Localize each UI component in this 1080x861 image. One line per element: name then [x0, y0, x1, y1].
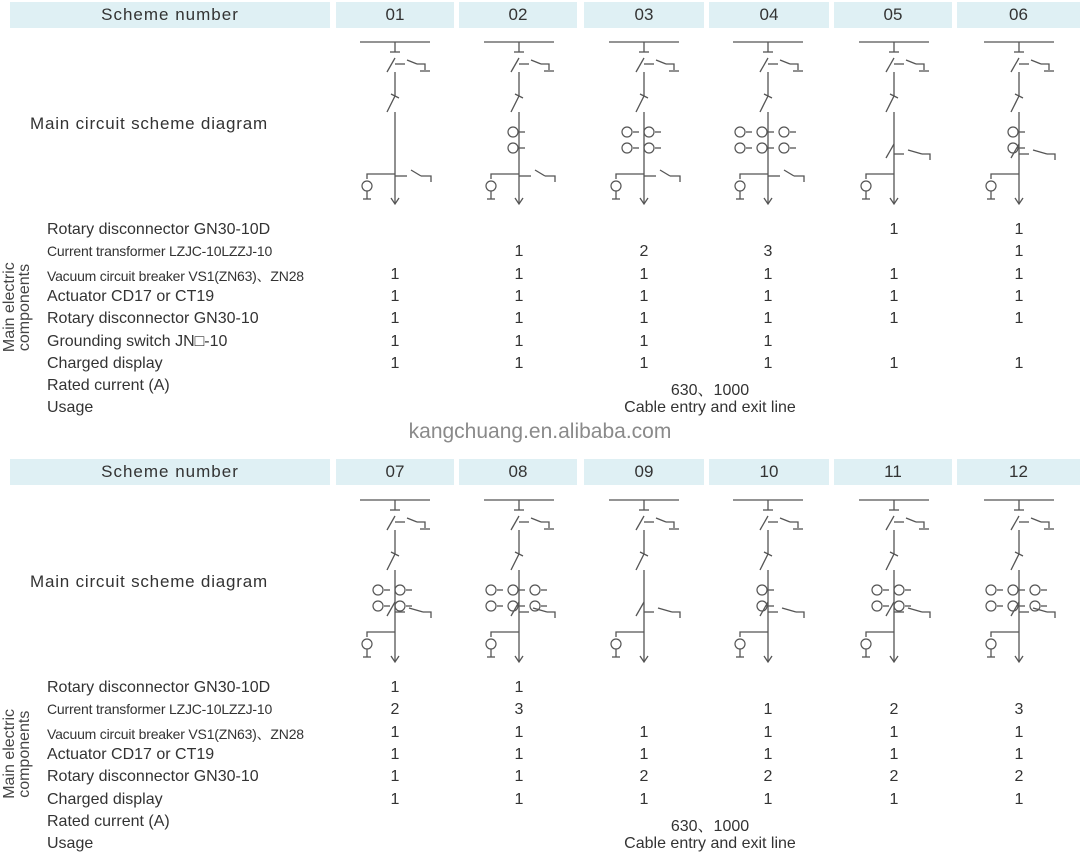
ct-coil — [757, 585, 767, 595]
ct-coil — [508, 143, 518, 153]
component-count: 1 — [514, 768, 524, 786]
component-count: 1 — [514, 287, 524, 305]
lower-ground-blade — [908, 150, 922, 154]
display-lead — [866, 632, 894, 637]
charged-display — [861, 181, 871, 191]
scheme-number: 02 — [459, 2, 577, 28]
usage-value: Cable entry and exit line — [624, 399, 796, 417]
rated-current-label: Rated current (A) — [47, 377, 170, 395]
disconnector-blade — [886, 58, 894, 72]
component-count: 1 — [390, 332, 400, 350]
diagram-label: Main circuit scheme diagram — [30, 572, 268, 591]
component-count: 1 — [1014, 243, 1024, 261]
ct-coil — [735, 127, 745, 137]
component-row-label: Rotary disconnector GN30-10D — [47, 221, 271, 238]
lower-ground-lead — [922, 154, 930, 160]
ct-coil — [735, 143, 745, 153]
component-row-label: Grounding switch JN□-10 — [47, 332, 228, 350]
lower-ground-lead — [423, 612, 431, 618]
ct-coil — [986, 601, 996, 611]
component-count: 1 — [639, 287, 649, 305]
lower-disconnector — [886, 144, 894, 158]
components-group-label: Main electric components — [1, 262, 33, 352]
breaker-blade — [511, 96, 519, 112]
scheme-circuit — [360, 500, 431, 662]
ground-blade — [1031, 60, 1041, 64]
component-count: 2 — [763, 768, 773, 786]
charged-display — [611, 639, 621, 649]
display-lead — [866, 174, 894, 179]
ground-lead — [666, 522, 674, 528]
component-count: 1 — [514, 265, 524, 283]
ground-blade — [407, 60, 417, 64]
lower-ground-blade — [782, 608, 796, 612]
ground-lead — [417, 64, 425, 70]
lower-disconnector — [387, 602, 395, 616]
component-count: 1 — [390, 790, 400, 808]
usage-value: Cable entry and exit line — [624, 835, 796, 853]
charged-display — [986, 181, 996, 191]
scheme-circuit — [609, 42, 680, 204]
component-count: 1 — [639, 723, 649, 741]
component-count: 1 — [514, 790, 524, 808]
ground-switch-blade — [784, 170, 794, 176]
ground-switch-lead — [794, 176, 804, 182]
component-count: 2 — [1014, 768, 1024, 786]
ct-coil — [894, 601, 904, 611]
watermark: kangchuang.en.alibaba.com — [408, 420, 672, 443]
component-count: 1 — [390, 768, 400, 786]
ground-blade — [780, 518, 790, 522]
component-count: 1 — [1014, 221, 1024, 238]
component-count: 1 — [514, 332, 524, 350]
component-count: 1 — [1014, 745, 1024, 763]
component-row-label: Charged display — [47, 354, 163, 372]
component-count: 1 — [763, 310, 773, 328]
ct-coil — [986, 585, 996, 595]
breaker-blade — [760, 554, 768, 570]
rated-current-value: 630、1000 — [670, 382, 750, 400]
component-count: 1 — [889, 221, 899, 238]
ct-coil — [508, 585, 518, 595]
ct-coil — [872, 601, 882, 611]
component-count: 1 — [763, 723, 773, 741]
breaker-blade — [760, 96, 768, 112]
ground-switch-blade — [535, 170, 545, 176]
component-count: 3 — [1014, 701, 1024, 719]
charged-display — [735, 639, 745, 649]
component-count: 1 — [1014, 310, 1024, 328]
component-row-label: Actuator CD17 or CT19 — [47, 745, 215, 763]
component-count: 1 — [889, 265, 899, 283]
component-count: 1 — [1014, 790, 1024, 808]
component-count: 1 — [639, 790, 649, 808]
ground-switch-lead — [670, 176, 680, 182]
ground-lead — [417, 522, 425, 528]
ground-lead — [541, 64, 549, 70]
ct-coil — [757, 143, 767, 153]
component-count: 1 — [763, 332, 773, 350]
ct-coil — [779, 143, 789, 153]
component-count: 1 — [763, 701, 773, 719]
component-count: 1 — [889, 287, 899, 305]
scheme-circuit — [859, 42, 930, 204]
scheme-circuit — [859, 500, 930, 662]
ground-lead — [541, 522, 549, 528]
display-lead — [991, 174, 1019, 179]
component-count: 2 — [390, 701, 400, 719]
scheme-circuit — [984, 42, 1055, 204]
component-row-label: Charged display — [47, 790, 163, 808]
charged-display — [735, 181, 745, 191]
display-lead — [740, 632, 768, 637]
ct-coil — [757, 127, 767, 137]
scheme-header-row — [0, 2, 1080, 28]
display-lead — [367, 174, 395, 179]
usage-label: Usage — [47, 399, 94, 417]
component-row-label: Rotary disconnector GN30-10D — [47, 679, 271, 696]
ground-lead — [1041, 64, 1049, 70]
ground-lead — [666, 64, 674, 70]
component-count: 1 — [763, 790, 773, 808]
disconnector-blade — [886, 516, 894, 530]
ct-coil — [1030, 585, 1040, 595]
scheme-header-label: Scheme number — [10, 459, 330, 485]
lower-ground-lead — [922, 612, 930, 618]
scheme-header-row — [0, 459, 1080, 485]
scheme-header-label: Scheme number — [10, 2, 330, 28]
ground-lead — [916, 522, 924, 528]
disconnector-blade — [387, 516, 395, 530]
ground-blade — [407, 518, 417, 522]
component-count: 1 — [763, 354, 773, 372]
disconnector-blade — [636, 516, 644, 530]
component-count: 1 — [514, 354, 524, 372]
display-lead — [367, 632, 395, 637]
scheme-number: 01 — [336, 2, 454, 28]
lower-ground-lead — [547, 612, 555, 618]
ct-coil — [1008, 127, 1018, 137]
disconnector-blade — [760, 58, 768, 72]
scheme-number: 10 — [709, 459, 829, 485]
component-row-label: Current transformer LZJC-10LZZJ-10 — [47, 243, 273, 260]
display-lead — [616, 632, 644, 637]
lower-ground-blade — [1033, 150, 1047, 154]
ground-lead — [790, 64, 798, 70]
lower-disconnector — [636, 602, 644, 616]
component-count: 1 — [1014, 723, 1024, 741]
disconnector-blade — [636, 58, 644, 72]
ct-coil — [894, 585, 904, 595]
charged-display — [486, 639, 496, 649]
ground-blade — [780, 60, 790, 64]
component-count: 1 — [514, 679, 524, 696]
component-row-label: Vacuum circuit breaker VS1(ZN63)、ZN28 — [47, 267, 304, 284]
lower-ground-lead — [1047, 154, 1055, 160]
component-count: 1 — [1014, 287, 1024, 305]
component-count: 3 — [514, 701, 524, 719]
display-lead — [991, 632, 1019, 637]
breaker-blade — [1011, 554, 1019, 570]
component-count: 1 — [639, 745, 649, 763]
component-count: 1 — [390, 310, 400, 328]
scheme-number: 04 — [709, 2, 829, 28]
scheme-number: 07 — [336, 459, 454, 485]
display-lead — [491, 632, 519, 637]
ct-coil — [486, 601, 496, 611]
scheme-circuit — [609, 500, 680, 662]
lower-ground-lead — [1047, 612, 1055, 618]
component-count: 1 — [889, 310, 899, 328]
breaker-blade — [886, 96, 894, 112]
scheme-circuit — [360, 42, 431, 204]
component-count: 1 — [889, 354, 899, 372]
disconnector-blade — [1011, 58, 1019, 72]
ground-blade — [1031, 518, 1041, 522]
ground-blade — [656, 60, 666, 64]
component-count: 1 — [889, 790, 899, 808]
component-count: 1 — [763, 287, 773, 305]
scheme-number: 05 — [834, 2, 952, 28]
ct-coil — [395, 601, 405, 611]
ground-switch-lead — [545, 176, 555, 182]
component-count: 1 — [1014, 265, 1024, 283]
scheme-circuit — [484, 500, 555, 662]
scheme-circuit — [984, 500, 1055, 662]
component-count: 1 — [514, 310, 524, 328]
component-count: 1 — [514, 723, 524, 741]
ground-switch-blade — [411, 170, 421, 176]
ground-switch-lead — [421, 176, 431, 182]
ground-blade — [531, 518, 541, 522]
scheme-number: 08 — [459, 459, 577, 485]
component-count: 1 — [390, 354, 400, 372]
ct-coil — [779, 127, 789, 137]
lower-ground-blade — [409, 608, 423, 612]
diagram-label: Main circuit scheme diagram — [30, 114, 268, 133]
component-row-label: Vacuum circuit breaker VS1(ZN63)、ZN28 — [47, 725, 304, 742]
ground-lead — [1041, 522, 1049, 528]
ground-blade — [906, 60, 916, 64]
ct-coil — [395, 585, 405, 595]
ct-coil — [622, 143, 632, 153]
charged-display — [986, 639, 996, 649]
component-count: 1 — [639, 310, 649, 328]
component-count: 1 — [390, 265, 400, 283]
lower-ground-blade — [908, 608, 922, 612]
disconnector-blade — [511, 516, 519, 530]
breaker-blade — [387, 96, 395, 112]
ct-coil — [1008, 585, 1018, 595]
scheme-circuit — [733, 500, 804, 662]
circuit-diagrams — [0, 494, 1080, 674]
component-row-label: Actuator CD17 or CT19 — [47, 287, 215, 305]
charged-display — [362, 181, 372, 191]
component-row-label: Current transformer LZJC-10LZZJ-10 — [47, 701, 273, 718]
component-count: 1 — [889, 723, 899, 741]
component-count: 2 — [639, 768, 649, 786]
ct-coil — [872, 585, 882, 595]
scheme-circuit — [484, 42, 555, 204]
disconnector-blade — [1011, 516, 1019, 530]
ground-blade — [656, 518, 666, 522]
ct-coil — [508, 127, 518, 137]
lower-disconnector — [886, 602, 894, 616]
display-lead — [491, 174, 519, 179]
breaker-blade — [886, 554, 894, 570]
ground-blade — [531, 60, 541, 64]
component-count: 1 — [390, 287, 400, 305]
component-count: 1 — [514, 745, 524, 763]
ct-coil — [373, 585, 383, 595]
rated-current-value: 630、1000 — [670, 817, 750, 835]
component-count: 1 — [514, 243, 524, 261]
ground-lead — [790, 522, 798, 528]
component-count: 1 — [763, 745, 773, 763]
scheme-number: 06 — [957, 2, 1080, 28]
breaker-blade — [511, 554, 519, 570]
lower-ground-lead — [796, 612, 804, 618]
component-count: 2 — [889, 701, 899, 719]
circuit-diagrams — [0, 36, 1080, 216]
component-row-label: Rotary disconnector GN30-10 — [47, 310, 259, 328]
component-count: 1 — [390, 723, 400, 741]
component-count: 2 — [639, 243, 649, 261]
disconnector-blade — [387, 58, 395, 72]
component-count: 3 — [763, 243, 773, 261]
component-count: 1 — [639, 354, 649, 372]
component-count: 1 — [639, 265, 649, 283]
component-count: 1 — [1014, 354, 1024, 372]
disconnector-blade — [511, 58, 519, 72]
ground-lead — [916, 64, 924, 70]
ground-blade — [906, 518, 916, 522]
charged-display — [486, 181, 496, 191]
scheme-number: 12 — [957, 459, 1080, 485]
charged-display — [362, 639, 372, 649]
ct-coil — [373, 601, 383, 611]
ct-coil — [530, 585, 540, 595]
rated-current-label: Rated current (A) — [47, 812, 170, 830]
charged-display — [611, 181, 621, 191]
display-lead — [616, 174, 644, 179]
component-row-label: Rotary disconnector GN30-10 — [47, 768, 259, 786]
disconnector-blade — [760, 516, 768, 530]
scheme-number: 09 — [584, 459, 704, 485]
scheme-number: 03 — [584, 2, 704, 28]
lower-ground-lead — [672, 612, 680, 618]
breaker-blade — [1011, 96, 1019, 112]
ct-coil — [622, 127, 632, 137]
scheme-number: 11 — [834, 459, 952, 485]
component-count: 1 — [889, 745, 899, 763]
charged-display — [861, 639, 871, 649]
breaker-blade — [387, 554, 395, 570]
ct-coil — [644, 143, 654, 153]
display-lead — [740, 174, 768, 179]
breaker-blade — [636, 554, 644, 570]
component-count: 1 — [390, 745, 400, 763]
component-count: 2 — [889, 768, 899, 786]
ct-coil — [644, 127, 654, 137]
breaker-blade — [636, 96, 644, 112]
usage-label: Usage — [47, 835, 94, 853]
component-count: 1 — [763, 265, 773, 283]
ct-coil — [486, 585, 496, 595]
component-count: 1 — [390, 679, 400, 696]
ground-switch-blade — [660, 170, 670, 176]
components-group-label: Main electric components — [1, 709, 33, 799]
lower-ground-blade — [658, 608, 672, 612]
scheme-circuit — [733, 42, 804, 204]
component-count: 1 — [639, 332, 649, 350]
